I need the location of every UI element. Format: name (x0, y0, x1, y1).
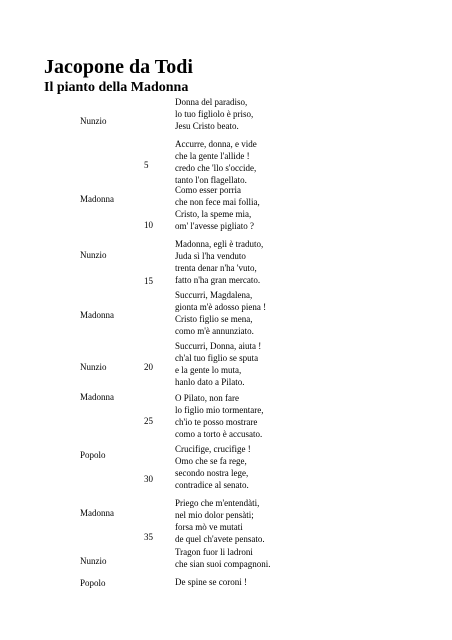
verse-line: tanto l'on flagellato. (175, 175, 247, 185)
line-number: 30 (144, 474, 153, 484)
verse-line: Como esser porria (175, 185, 241, 195)
stanza (175, 340, 261, 388)
verse-line: nel mio dolor pensàti; (175, 510, 254, 520)
verse-line: contradice al senato. (175, 480, 249, 490)
verse-line: de quel ch'avete pensato. (175, 534, 265, 544)
verse-line: Tragon fuor li ladroni (175, 547, 253, 557)
stanza (175, 238, 263, 286)
speaker-label: Nunzio (80, 116, 107, 126)
verse-line: ch'io te posso mostrare (175, 417, 258, 427)
line-number: 35 (144, 532, 153, 542)
verse-line: che la gente l'allide ! (175, 151, 250, 161)
speaker-label: Nunzio (80, 250, 107, 260)
verse-line: O Pilato, non fare (175, 393, 239, 403)
line-number: 15 (144, 276, 153, 286)
verse-line: secondo nostra lege, (175, 468, 249, 478)
verse-line: Crucifige, crucifige ! (175, 444, 251, 454)
verse-line: Priego che m'entendàti, (175, 498, 260, 508)
stanza (175, 184, 260, 232)
verse-line: fatto n'ha gran mercato. (175, 275, 261, 285)
verse-line: che non fece mai follia, (175, 197, 260, 207)
verse-line: como m'è annunziato. (175, 326, 254, 336)
verse-line: Omo che se fa rege, (175, 456, 247, 466)
verse-line: lo figlio mio tormentare, (175, 405, 264, 415)
verse-line: Cristo figlio se mena, (175, 314, 253, 324)
line-number: 25 (144, 416, 153, 426)
speaker-label: Madonna (80, 508, 114, 518)
verse-line: hanlo dato a Pilato. (175, 377, 245, 387)
verse-line: Donna del paradiso, (175, 97, 248, 107)
stanza (175, 138, 257, 186)
verse-line: ch'al tuo figlio se sputa (175, 353, 259, 363)
speaker-label: Nunzio (80, 556, 107, 566)
document-subtitle: Il pianto della Madonna (44, 80, 189, 95)
verse-line: lo tuo figliolo è priso, (175, 109, 254, 119)
verse-line: De spine se coroni ! (175, 577, 247, 587)
verse-line: Succurri, Magdalena, (175, 290, 253, 300)
speaker-label: Madonna (80, 392, 114, 402)
speaker-label: Popolo (80, 578, 106, 588)
verse-line: credo che 'llo s'occide, (175, 163, 257, 173)
speaker-label: Madonna (80, 194, 114, 204)
speaker-label: Nunzio (80, 362, 107, 372)
line-number: 10 (144, 220, 153, 230)
verse-line: Cristo, la speme mia, (175, 209, 252, 219)
verse-line: forsa mò ve mutati (175, 522, 243, 532)
verse-line: Accurre, donna, e vide (175, 139, 257, 149)
stanza (175, 546, 270, 570)
verse-line: om' l'avesse pigliato ? (175, 221, 254, 231)
stanza (175, 392, 263, 440)
speaker-label: Madonna (80, 310, 114, 320)
verse-line: trenta denar n'ha 'vuto, (175, 263, 257, 273)
stanza (175, 576, 247, 588)
stanza (175, 96, 253, 132)
verse-line: e la gente lo muta, (175, 365, 242, 375)
verse-line: Madonna, egli è traduto, (175, 239, 264, 249)
line-number: 5 (144, 160, 149, 170)
verse-line: che sian suoi compagnoni. (175, 559, 271, 569)
document-title: Jacopone da Todi (44, 56, 193, 78)
stanza (175, 289, 266, 337)
stanza (175, 497, 265, 545)
verse-line: Succurri, Donna, aiuta ! (175, 341, 262, 351)
line-number: 20 (144, 362, 153, 372)
verse-line: Juda sì l'ha venduto (175, 251, 246, 261)
verse-line: Jesu Cristo beato. (175, 121, 239, 131)
verse-line: gionta m'è adosso piena ! (175, 302, 267, 312)
verse-line: como a torto è accusato. (175, 429, 263, 439)
speaker-label: Popolo (80, 450, 106, 460)
stanza (175, 443, 251, 491)
